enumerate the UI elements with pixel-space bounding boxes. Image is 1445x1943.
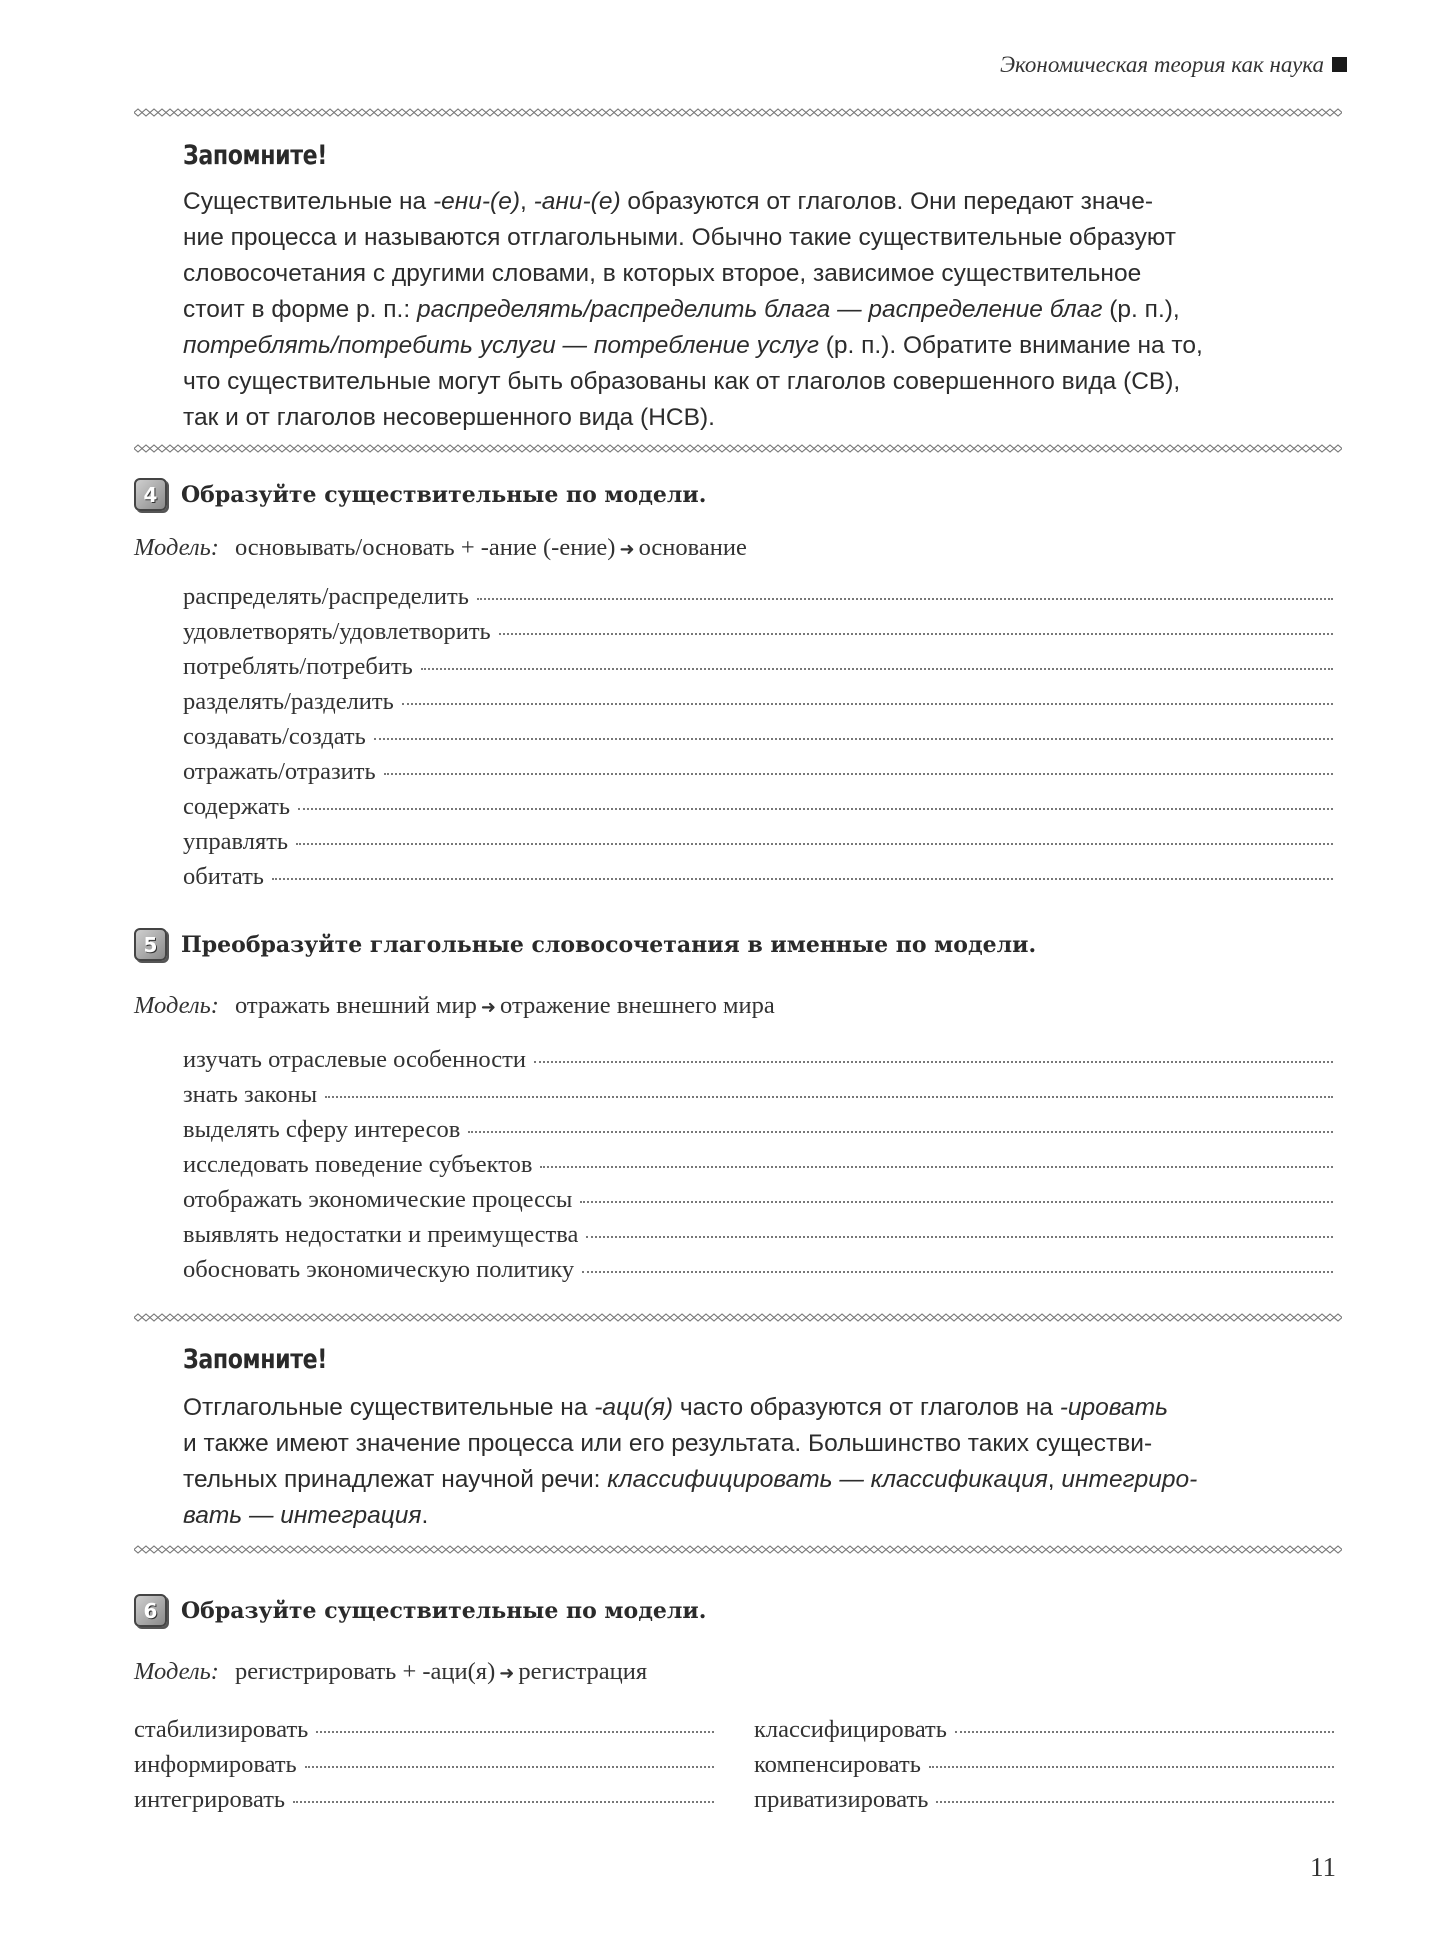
- fill-in-row: [183, 1186, 1333, 1221]
- answer-blank[interactable]: [582, 1271, 1333, 1273]
- right-column: [754, 1716, 1334, 1821]
- answer-blank[interactable]: [534, 1061, 1333, 1063]
- prompt-word: выявлять недостатки и преимущества: [183, 1221, 579, 1248]
- prompt-word: потреблять/потребить: [183, 653, 413, 680]
- prompt-word: изучать отраслевые особенности: [183, 1046, 526, 1073]
- answer-blank[interactable]: [293, 1801, 714, 1803]
- answer-blank[interactable]: [580, 1201, 1333, 1203]
- answer-blank[interactable]: [586, 1236, 1333, 1238]
- note-line: что существительные могут быть образованы как от глаголов совершенного вида (СВ),: [183, 368, 1181, 395]
- answer-blank[interactable]: [374, 738, 1333, 740]
- model-right: отражение внешнего мира: [500, 992, 775, 1019]
- arrow-right-icon: ➜: [480, 997, 497, 1018]
- answer-blank[interactable]: [298, 808, 1333, 810]
- fill-in-row: [134, 1751, 714, 1786]
- square-icon: [1332, 57, 1347, 72]
- answer-blank[interactable]: [468, 1131, 1333, 1133]
- answer-blank[interactable]: [325, 1096, 1333, 1098]
- answer-blank[interactable]: [384, 773, 1333, 775]
- model-line: [134, 992, 775, 1020]
- model-label: Модель:: [134, 534, 219, 561]
- fill-in-row: [134, 1786, 714, 1821]
- exercise-title: Преобразуйте глагольные словосочетания в именные по модели.: [181, 931, 1037, 958]
- wavy-divider: [134, 1545, 1342, 1554]
- note-line: так и от глаголов несовершенного вида (НСВ).: [183, 404, 715, 431]
- fill-in-row: [754, 1786, 1334, 1821]
- fill-in-row: [183, 1116, 1333, 1151]
- italic-term: вать — интеграция: [183, 1502, 422, 1529]
- answer-blank[interactable]: [540, 1166, 1333, 1168]
- fill-in-row: [183, 1081, 1333, 1116]
- italic-term: -аци(я): [594, 1394, 674, 1421]
- answer-blank[interactable]: [499, 633, 1333, 635]
- page-number: 11: [1310, 1852, 1336, 1882]
- exercise-title: Образуйте существительные по модели.: [181, 481, 707, 508]
- italic-term: -ировать: [1059, 1394, 1168, 1421]
- fill-in-row: [183, 653, 1333, 688]
- italic-term: классифицировать — классификация: [607, 1466, 1048, 1493]
- note-line: ние процесса и называются отглагольными. Обычно такие существительные образуют: [183, 224, 1176, 251]
- answer-blank[interactable]: [936, 1801, 1334, 1803]
- answer-blank[interactable]: [421, 668, 1333, 670]
- exercise-5-header: [134, 928, 1036, 961]
- italic-term: распределять/распределить блага — распределение благ: [416, 296, 1103, 323]
- model-label: Модель:: [134, 1658, 219, 1685]
- exercise-number-badge: 6: [134, 1594, 167, 1627]
- model-line: [134, 1658, 647, 1686]
- fill-in-row: [183, 723, 1333, 758]
- prompt-word: распределять/распределить: [183, 583, 469, 610]
- fill-in-row: [183, 688, 1333, 723]
- note-line: потреблять/потребить услуги — потребление услуг (р. п.). Обратите внимание на то,: [183, 332, 1203, 359]
- wavy-divider: [134, 108, 1342, 117]
- wavy-divider: [134, 1313, 1342, 1322]
- prompt-word: исследовать поведение субъектов: [183, 1151, 533, 1178]
- model-left: отражать внешний мир: [234, 992, 477, 1019]
- model-right: регистрация: [518, 1658, 648, 1685]
- fill-in-row: [183, 583, 1333, 618]
- fill-in-row: [183, 793, 1333, 828]
- exercise-5-list: [183, 1046, 1333, 1291]
- prompt-word: отражать/отразить: [183, 758, 376, 785]
- fill-in-row: [183, 828, 1333, 863]
- italic-term: потреблять/потребить услуги — потребление услуг: [183, 332, 819, 359]
- running-title: Экономическая теория как наука: [999, 52, 1324, 77]
- fill-in-row: [183, 1256, 1333, 1291]
- prompt-word: стабилизировать: [134, 1716, 309, 1743]
- prompt-word: классифицировать: [754, 1716, 947, 1743]
- prompt-word: компенсировать: [754, 1751, 921, 1778]
- prompt-word: выделять сферу интересов: [183, 1116, 461, 1143]
- answer-blank[interactable]: [955, 1731, 1334, 1733]
- exercise-6-columns: [134, 1716, 1334, 1821]
- fill-in-row: [183, 1046, 1333, 1081]
- note-text: [183, 184, 1303, 436]
- note-line: Отглагольные существительные на -аци(я) часто образуются от глаголов на -ировать: [183, 1394, 1168, 1421]
- note-text: [183, 1390, 1303, 1534]
- arrow-right-icon: ➜: [499, 1663, 515, 1684]
- prompt-word: разделять/разделить: [183, 688, 394, 715]
- exercise-number-badge: 4: [134, 478, 167, 511]
- prompt-word: обитать: [183, 863, 264, 890]
- note-line: стоит в форме р. п.: распределять/распределить блага — распределение благ (р. п.),: [183, 296, 1180, 323]
- answer-blank[interactable]: [272, 878, 1333, 880]
- fill-in-row: [754, 1716, 1334, 1751]
- note-title: Запомните!: [183, 140, 327, 171]
- note-line: Существительные на -ени-(е), -ани-(е) образуются от глаголов. Они передают значе-: [183, 188, 1153, 215]
- italic-term: -ени-(е): [432, 188, 520, 215]
- fill-in-row: [183, 1151, 1333, 1186]
- left-column: [134, 1716, 714, 1821]
- arrow-right-icon: ➜: [619, 539, 635, 560]
- prompt-word: создавать/создать: [183, 723, 366, 750]
- italic-term: -ани-(е): [533, 188, 621, 215]
- wavy-divider: [134, 444, 1342, 453]
- note-line: тельных принадлежат научной речи: классифицировать — классификация, интегриро-: [183, 1466, 1198, 1493]
- italic-term: интегриро-: [1061, 1466, 1198, 1493]
- prompt-word: обосновать экономическую политику: [183, 1256, 575, 1283]
- answer-blank[interactable]: [477, 598, 1333, 600]
- note-line: вать — интеграция.: [183, 1502, 429, 1529]
- answer-blank[interactable]: [402, 703, 1333, 705]
- answer-blank[interactable]: [316, 1731, 714, 1733]
- prompt-word: интегрировать: [134, 1786, 286, 1813]
- answer-blank[interactable]: [929, 1766, 1334, 1768]
- fill-in-row: [183, 618, 1333, 653]
- prompt-word: управлять: [183, 828, 289, 855]
- fill-in-row: [754, 1751, 1334, 1786]
- model-label: Модель:: [134, 992, 219, 1019]
- answer-blank[interactable]: [305, 1766, 714, 1768]
- prompt-word: содержать: [183, 793, 291, 820]
- prompt-word: знать законы: [183, 1081, 318, 1108]
- model-left: регистрировать + -аци(я): [234, 1658, 496, 1685]
- exercise-number-badge: 5: [134, 928, 167, 961]
- prompt-word: приватизировать: [754, 1786, 929, 1813]
- note-line: словосочетания с другими словами, в которых второе, зависимое существительное: [183, 260, 1142, 287]
- prompt-word: удовлетворять/удовлетворить: [183, 618, 491, 645]
- exercise-4-list: [183, 583, 1333, 898]
- model-right: основание: [638, 534, 747, 561]
- note-line: и также имеют значение процесса или его результата. Большинство таких существи-: [183, 1430, 1153, 1457]
- prompt-word: отображать экономические процессы: [183, 1186, 573, 1213]
- fill-in-row: [183, 1221, 1333, 1256]
- answer-blank[interactable]: [296, 843, 1333, 845]
- running-head: [0, 52, 1347, 78]
- exercise-4-header: [134, 478, 706, 511]
- note-title: Запомните!: [183, 1344, 327, 1375]
- fill-in-row: [183, 758, 1333, 793]
- fill-in-row: [183, 863, 1333, 898]
- exercise-6-header: [134, 1594, 706, 1627]
- prompt-word: информировать: [134, 1751, 297, 1778]
- model-left: основывать/основать + -ание (-ение): [234, 534, 616, 561]
- model-line: [134, 534, 747, 562]
- fill-in-row: [134, 1716, 714, 1751]
- exercise-title: Образуйте существительные по модели.: [181, 1597, 707, 1624]
